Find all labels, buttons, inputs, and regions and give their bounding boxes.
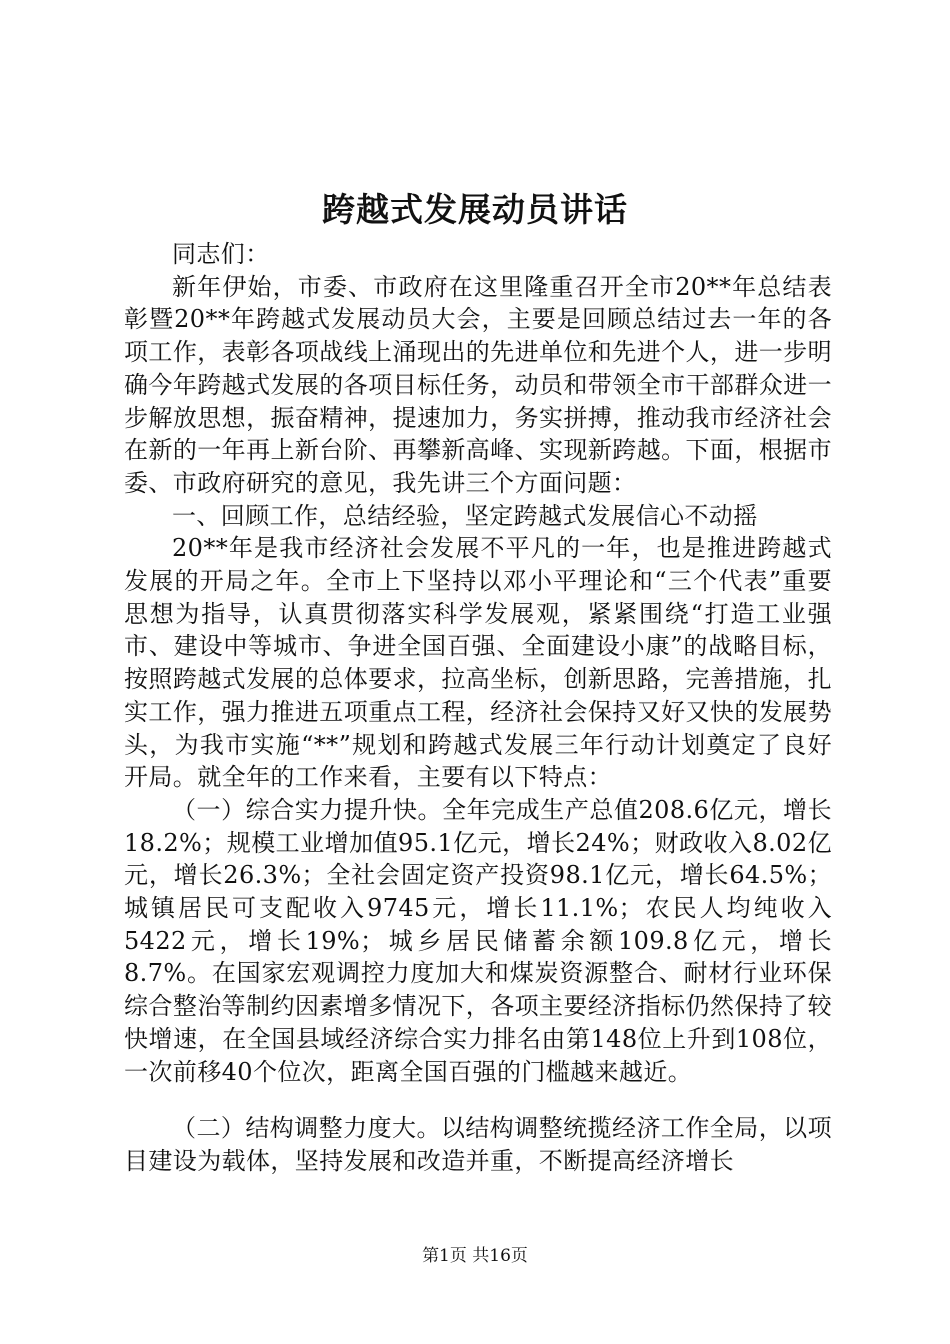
point-1-paragraph: （一）综合实力提升快。全年完成生产总值208.6亿元，增长18.2%；规模工业增加值95.1亿元，增长24%；财政收入8.02亿元，增长26.3%；全社会固定资产投资98.1亿元，增长64.5%；城镇居民可支配收入9745元，增长11.1%；农民人均纯收入5422元，增长19%；城乡居民储蓄余额109.8亿元，增长8.7%。在国家宏观调控力度加大和煤炭资源整合、耐材行业环保综合整治等制约因素增多情况下，各项主要经济指标仍然保持了较快增速，在全国县域经济综合实力排名由第148位上升到108位，一次前移40个位次，距离全国百强的门槛越来越近。 [124, 795, 832, 1086]
point-2-paragraph: （二）结构调整力度大。以结构调整统揽经济工作全局，以项目建设为载体，坚持发展和改造并重，不断提高经济增长 [124, 1114, 832, 1175]
review-paragraph: 20**年是我市经济社会发展不平凡的一年，也是推进跨越式发展的开局之年。全市上下坚持以邓小平理论和“三个代表”重要思想为指导，认真贯彻落实科学发展观，紧紧围绕“打造工业强市、建设中等城市、争进全国百强、全面建设小康”的战略目标，按照跨越式发展的总体要求，拉高坐标，创新思路，完善措施，扎实工作，强力推进五项重点工程，经济社会保持又好又快的发展势头，为我市实施“**”规划和跨越式发展三年行动计划奠定了良好开局。就全年的工作来看，主要有以下特点： [124, 534, 832, 792]
document-body [124, 238, 832, 1178]
document-title: 跨越式发展动员讲话 [322, 190, 628, 229]
intro-paragraph: 新年伊始，市委、市政府在这里隆重召开全市20**年总结表彰暨20**年跨越式发展动员大会，主要是回顾总结过去一年的各项工作，表彰各项战线上涌现出的先进单位和先进个人，进一步明确今年跨越式发展的各项目标任务，动员和带领全市干部群众进一步解放思想，振奋精神，提速加力，务实拼搏，推动我市经济社会在新的一年再上新台阶、再攀新高峰、实现新跨越。下面，根据市委、市政府研究的意见，我先讲三个方面问题： [124, 272, 832, 497]
salutation-paragraph: 同志们： [172, 240, 270, 268]
section-heading-1: 一、回顾工作，总结经验，坚定跨越式发展信心不动摇 [172, 501, 758, 530]
page-footer: 第1页 共16页 [422, 1246, 528, 1266]
